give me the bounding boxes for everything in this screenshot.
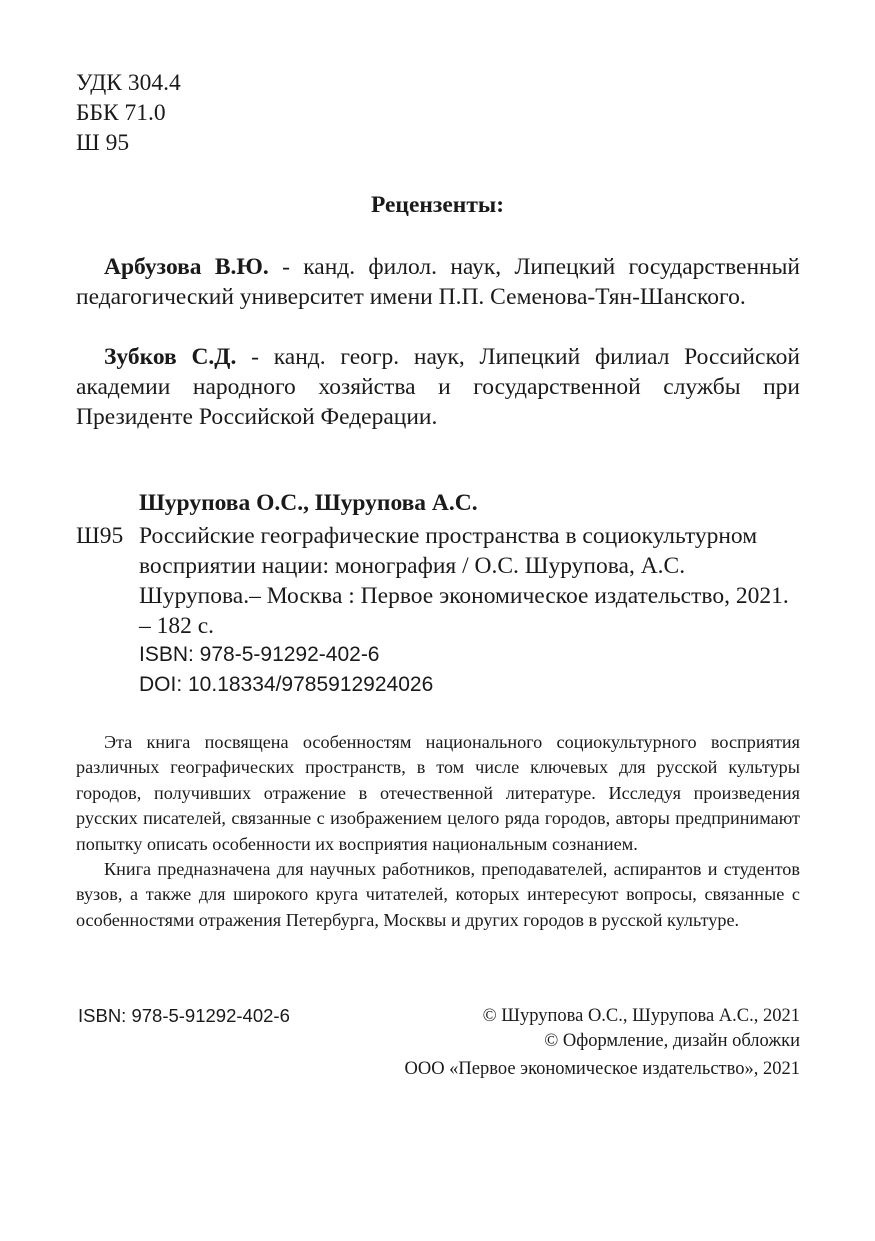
- reviewer-entry: [76, 252, 800, 312]
- copyright-publisher: ООО «Первое экономическое издательство», 2021: [404, 1059, 800, 1079]
- reviewer-details: - канд. филол. наук, Липецкий государственный педагогический университет имени П.П. Семенова-Тян-Шанского.: [76, 254, 800, 310]
- reviewer-name: Зубков С.Д.: [104, 344, 237, 370]
- bbk-code: ББК 71.0: [76, 100, 166, 126]
- author-mark: Ш 95: [76, 130, 130, 156]
- annotation-paragraph: Эта книга посвящена особенностям национального социокультурного восприятия различных географических пространств, в том числе ключевых для русской культуры городов, получивших отражение в отечественной литературе. Исследуя произведения русских писателей, связанные с изображением целого ряда городов, авторы предпринимают попытку описать особенности их восприятия национальным сознанием.: [76, 732, 800, 854]
- reviewer-name: Арбузова В.Ю.: [104, 254, 269, 280]
- bibliography-authors: Шурупова О.С., Шурупова А.С.: [139, 490, 478, 516]
- bibliography-citation: Российские географические пространства в социокультурном восприятии нации: монография / О.С. Шурупова, А.С. Шурупова.– Москва : Первое экономическое издательство, 2021. – 182 с.: [139, 523, 789, 639]
- copyright-design: © Оформление, дизайн обложки: [544, 1031, 800, 1051]
- doi-number: DOI: 10.18334/9785912924026: [139, 673, 434, 696]
- footer-isbn: ISBN: 978-5-91292-402-6: [78, 1005, 290, 1026]
- annotation-paragraph: Книга предназначена для научных работников, преподавателей, аспирантов и студентов вузов, а также для широкого круга читателей, которых интересуют вопросы, связанные с особенностями отражения Петербурга, Москвы и других городов в русской культуре.: [76, 859, 800, 930]
- reviewer-entry: [76, 342, 800, 432]
- reviewer-details: - канд. геогр. наук, Липецкий филиал Российской академии народного хозяйства и государственной службы при Президенте Российской Федерации.: [76, 344, 800, 430]
- copyright-authors: © Шурупова О.С., Шурупова А.С., 2021: [482, 1006, 800, 1026]
- reviewers-heading: Рецензенты:: [370, 192, 505, 218]
- isbn-number: ISBN: 978-5-91292-402-6: [139, 643, 380, 666]
- bibliography-code: Ш95: [76, 523, 124, 549]
- classification-block: [76, 68, 181, 158]
- annotation: [76, 730, 800, 933]
- identifiers-block: [139, 640, 433, 700]
- udk-code: УДК 304.4: [76, 70, 181, 96]
